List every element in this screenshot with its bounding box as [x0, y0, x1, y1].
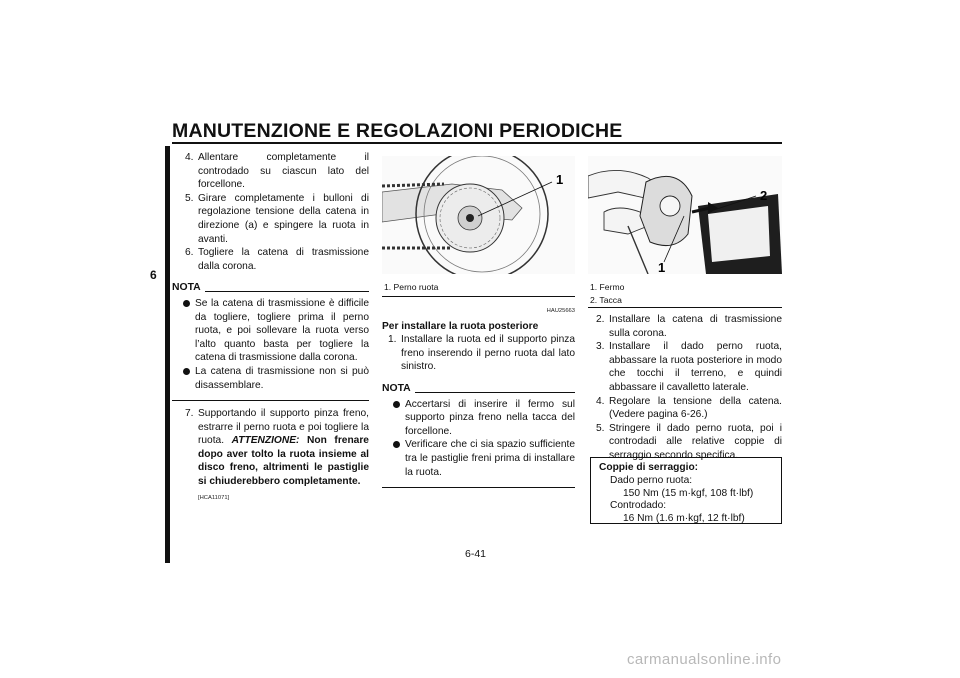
right-column [592, 313, 782, 463]
section-title: Per installare la ruota posteriore [382, 320, 539, 332]
step-text: Togliere la catena di trasmissione dalla corona. [198, 247, 369, 272]
figure-callout-1: 1 [658, 260, 666, 274]
nota-heading [172, 281, 369, 295]
step-number: 3. [596, 341, 605, 353]
step-7 [181, 407, 369, 489]
figure-callout-1: 1 [556, 172, 564, 187]
figure-caption-rule [382, 296, 575, 297]
step-4 [181, 151, 369, 192]
nota-rule [205, 291, 369, 292]
step-number: 2. [596, 314, 605, 325]
step-text: Girare completamente i bulloni di regolazione tensione della catena in direzione (a) e spingere la ruota in avanti. [198, 192, 369, 245]
bullet-dot-icon [393, 401, 400, 408]
torque-spec-box [590, 457, 782, 524]
bullet-dot-icon [393, 441, 400, 448]
bullet-dot-icon [183, 368, 190, 375]
figure-captions [590, 281, 624, 306]
section-code: HAU25663 [546, 308, 575, 314]
torque-heading: Coppie di serraggio: [599, 462, 699, 473]
torque-label: Controdado: [610, 500, 667, 512]
step-text: Supportando il supporto pinza freno, estrarre il perno ruota e poi togliere la ruota. [198, 408, 369, 447]
nota-bullet-text: La catena di trasmissione non si può disassemblare. [195, 365, 369, 391]
step-3 [592, 340, 782, 394]
step-number: 7. [185, 408, 194, 420]
chapter-tab-bar [165, 146, 170, 563]
nota-label: NOTA [382, 382, 411, 394]
torque-value: 150 Nm (15 m·kgf, 108 ft·lbf) [623, 487, 754, 499]
watermark: carmanualsonline.info [627, 651, 782, 668]
step-5 [181, 192, 369, 246]
figure-caption-1: 1. Fermo [590, 282, 625, 292]
step-number: 5. [185, 192, 194, 204]
left-column [172, 151, 369, 505]
torque-label: Dado perno ruota: [610, 474, 693, 486]
step-text: Installare il dado perno ruota, abbassare la ruota posteriore in modo che tocchi il terreno, e quindi abbassare il cavalletto laterale. [609, 341, 782, 393]
nota-rule [415, 392, 575, 393]
step-text: Installare la ruota ed il supporto pinza freno inserendo il perno ruota dal lato sinistro. [401, 334, 575, 373]
page-title: MANUTENZIONE E REGOLAZIONI PERIODICHE [172, 120, 623, 142]
nota-bullet [391, 438, 575, 479]
middle-column [382, 305, 575, 488]
torque-value: 16 Nm (1.6 m·kgf, 12 ft·lbf) [623, 513, 745, 525]
nota-end-rule [382, 487, 575, 488]
caution-label: ATTENZIONE: [231, 435, 300, 447]
step-text: Installare la catena di trasmissione sulla corona. [609, 314, 782, 339]
nota-end-rule [172, 400, 369, 401]
figure-caption-2: 2. Tacca [590, 294, 622, 305]
figure-callout-2: 2 [760, 188, 768, 203]
caution-text: Non frenare dopo aver tolto la ruota insieme al disco freno, altrimenti le pastiglie si chiuderebbero completamente. [198, 435, 369, 488]
step-4 [592, 395, 782, 422]
step-number: 4. [185, 152, 194, 163]
figure-caption-rule [588, 307, 782, 308]
step-6 [181, 246, 369, 273]
rear-wheel-figure [382, 156, 575, 274]
caution-code: [HCA11071] [198, 494, 230, 501]
nota-bullet-text: Se la catena di trasmissione è difficile da togliere, togliere prima il perno ruota, e poi sollevare la ruota verso l’alto quanto basta per togliere la catena di trasmissione dalla corona. [195, 297, 369, 364]
nota-bullet [181, 365, 369, 392]
chapter-number: 6 [150, 268, 157, 282]
nota-bullet [181, 297, 369, 365]
figure-caption: 1. Perno ruota [384, 282, 439, 292]
nota-bullet-text: Accertarsi di inserire il fermo sul supporto pinza freno nella tacca del forcellone. [405, 398, 575, 437]
step-number: 6. [185, 247, 194, 259]
step-number: 1. [388, 334, 397, 346]
bullet-dot-icon [183, 300, 190, 307]
step-2 [592, 313, 782, 340]
step-1 [384, 333, 575, 374]
nota-label: NOTA [172, 282, 201, 294]
fermo-tacca-illustration [588, 156, 782, 274]
title-rule [172, 142, 782, 144]
fermo-tacca-figure [588, 156, 782, 274]
rear-wheel-illustration [382, 156, 575, 274]
step-number: 5. [596, 422, 605, 434]
step-text: Allentare completamente il controdado su ciascun lato del forcellone. [198, 152, 369, 191]
step-text: Regolare la tensione della catena. (Vedere pagina 6-26.) [609, 395, 782, 421]
page-number: 6-41 [465, 548, 487, 560]
step-number: 4. [596, 395, 605, 407]
nota-bullet [391, 398, 575, 439]
step-text: Stringere il dado perno ruota, poi i controdadi alle relative coppie di serraggio secondo specifica. [609, 422, 782, 461]
nota-bullet-text: Verificare che ci sia spazio sufficiente tra le pastiglie freni prima di installare la ruota. [405, 439, 575, 478]
nota-heading [382, 382, 575, 396]
